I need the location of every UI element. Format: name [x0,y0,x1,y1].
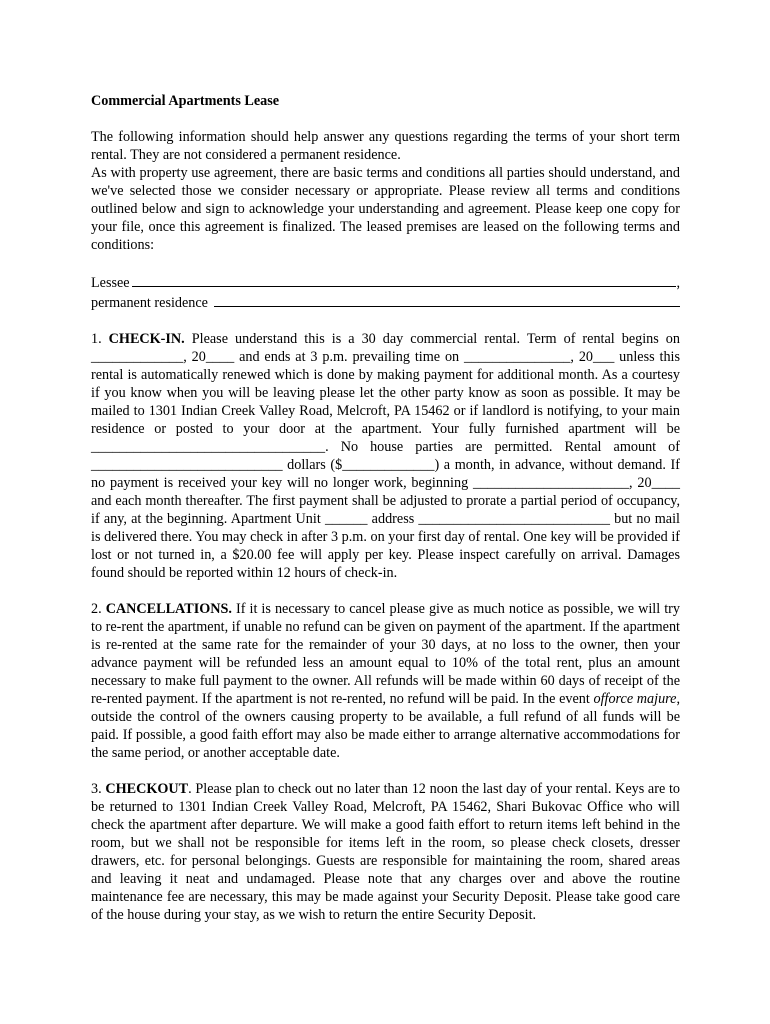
section-heading: CHECKOUT [105,781,189,797]
residence-blank-line[interactable] [214,292,680,307]
residence-field-row [91,292,680,312]
lessee-label: Lessee [91,275,130,291]
lessee-comma: , [676,275,680,291]
intro-paragraph-1: The following information should help answer any questions regarding the terms of your short term rental. They are not considered a permanent residence. [91,129,680,163]
lessee-field-row [91,272,680,292]
document-title: Commercial Apartments Lease [91,93,280,109]
section-text: If it is necessary to cancel please give as much notice as possible, we will try to re-rent the apartment, if unable no refund can be given on payment of the apartment. If the apartment is re-rented at the same rate for the remainder of your 30 days, at no loss to the owner, then your advance payment will be refunded less an amount equal to 10% of the total rent, plus an amount necessary to make full payment to the owner. All refunds will be made within 60 days of receipt of the re-rented payment. If the apartment is not re-rented, no refund will be paid. In the event [91,601,680,707]
spacer [91,582,680,600]
section-italic-term: offorce majure [593,691,677,707]
section-number: 1. [91,331,102,347]
section-heading: CANCELLATIONS. [105,601,232,617]
spacer [91,312,680,330]
section-checkout [91,780,680,924]
residence-label: permanent residence [91,295,208,311]
section-number: 2. [91,601,102,617]
section-check-in [91,330,680,582]
section-number: 3. [91,781,102,797]
section-heading: CHECK-IN. [108,331,185,347]
lessee-blank-line[interactable] [132,272,677,287]
lease-document [91,92,680,924]
section-text: . Please plan to check out no later than 12 noon the last day of your rental. Keys are to be returned to 1301 Indian Creek Valley Road, Melcroft, PA 15462, Shari Bukovac Office who will check the apartment after departure. We will make a good faith effort to return items left behind in the room, but we shall not be responsible for items left in the room, so please check closets, dresser drawers, etc. for personal belongings. Guests are responsible for maintaining the room, shared areas and leaving it neat and undamaged. Please note that any charges over and above the routine maintenance fee are necessary, this may be made against your Security Deposit. Please take good care of the house during your stay, as we wish to return the entire Security Deposit. [91,781,680,923]
section-text: Please understand this is a 30 day commercial rental. Term of rental begins on _____________, 20____ and ends at 3 p.m. prevailing time on _______________, 20___ unless this rental is automatically renewed which is done by making payment for additional month. As a courtesy if you know when you will be leaving please let the other party know as soon as possible. It may be mailed to 1301 Indian Creek Valley Road, Melcroft, PA 15462 or if landlord is notifying, to your main residence or posted to your door at the apartment. Your fully furnished apartment will be _________________________________. No house parties are permitted. Rental amount of ___________________________ dollars ($_____________) a month, in advance, without demand. If no payment is received your key will no longer work, beginning ______________________, 20____ and each month thereafter. The first payment shall be adjusted to prorate a partial period of occupancy, if any, at the beginning. Apartment Unit ______ address ___________________________ but no mail is delivered there. You may check in after 3 p.m. on your first day of rental. One key will be provided if lost or not turned in, a $20.00 fee will apply per key. Please inspect carefully on arrival. Damages found should be reported within 12 hours of check-in. [91,331,680,581]
spacer [91,254,680,272]
spacer [91,762,680,780]
intro-paragraph-2: As with property use agreement, there are basic terms and conditions all parties should understand, and we've selected those we consider necessary or appropriate. Please review all terms and conditions outlined below and sign to acknowledge your understanding and agreement. Please keep one copy for your file, once this agreement is finalized. The leased premises are leased on the following terms and conditions: [91,165,680,253]
section-text-continued: , outside the control of the owners causing property to be available, a full refund of all funds will be paid. If possible, a good faith effort may also be made either to arrange alternative accommodations for the same period, or another acceptable date. [91,691,680,761]
section-cancellations [91,600,680,762]
